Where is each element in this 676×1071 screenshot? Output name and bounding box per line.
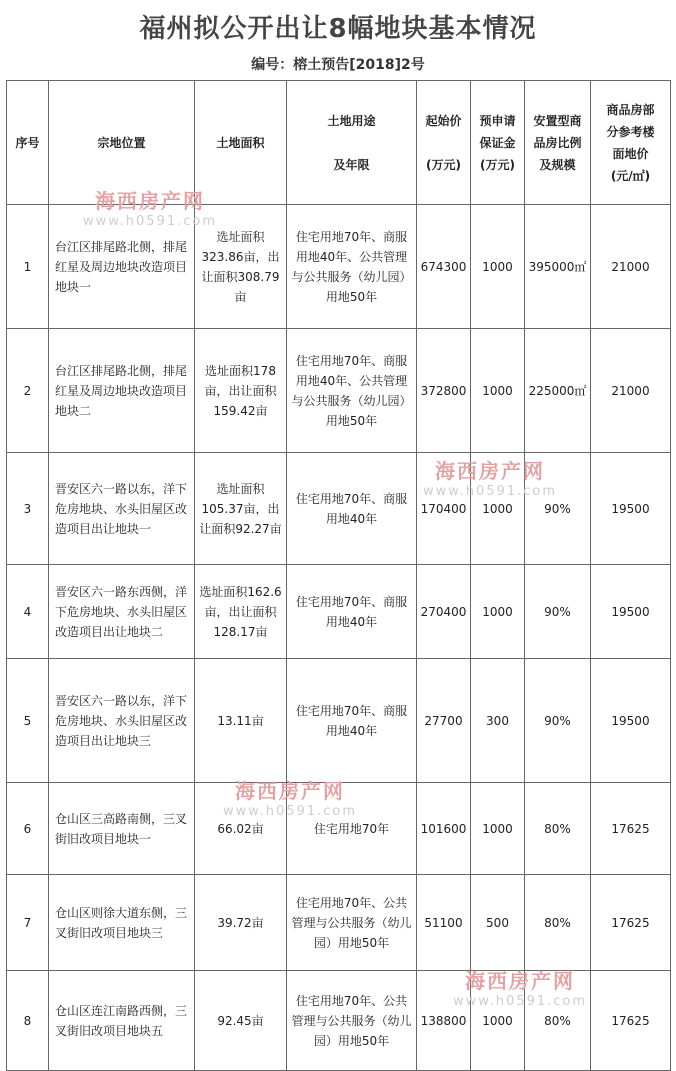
header-location: 宗地位置 [49, 81, 195, 205]
cell-location: 晋安区六一路东西侧，洋下危房地块、水头旧屋区改造项目出让地块二 [49, 565, 195, 659]
cell-usage: 住宅用地70年、商服用地40年、公共管理与公共服务（幼儿园）用地50年 [287, 205, 417, 329]
cell-ref-price: 17625 [591, 875, 671, 971]
cell-location: 晋安区六一路以东，洋下危房地块、水头旧屋区改造项目出让地块三 [49, 659, 195, 783]
watermark-brand: 海西房产网 [465, 969, 575, 993]
table-row [7, 453, 671, 565]
cell-ref-price: 17625 [591, 971, 671, 1071]
header-area: 土地面积 [195, 81, 287, 205]
cell-seq: 8 [7, 971, 49, 1071]
cell-housing-ratio: 225000㎡ [525, 329, 591, 453]
cell-seq: 2 [7, 329, 49, 453]
table-row [7, 565, 671, 659]
cell-deposit: 1000 [471, 565, 525, 659]
cell-location: 仓山区连江南路西侧，三叉街旧改项目地块五 [49, 971, 195, 1071]
document-number: 编号：榕土预告[2018]2号 [251, 57, 425, 73]
watermark-url: www.h0591.com [82, 214, 218, 229]
header-price: 起始价 (万元) [417, 81, 471, 205]
cell-location: 仓山区则徐大道东侧，三叉街旧改项目地块三 [49, 875, 195, 971]
cell-price: 51100 [417, 875, 471, 971]
cell-usage: 住宅用地70年、商服用地40年 [287, 565, 417, 659]
cell-housing-ratio: 80% [525, 971, 591, 1071]
cell-usage: 住宅用地70年、公共管理与公共服务（幼儿园）用地50年 [287, 875, 417, 971]
cell-seq: 1 [7, 205, 49, 329]
header-seq: 序号 [7, 81, 49, 205]
watermark-brand: 海西房产网 [235, 779, 345, 803]
cell-ref-price: 19500 [591, 453, 671, 565]
watermark-url: www.h0591.com [422, 484, 558, 499]
cell-housing-ratio: 90% [525, 565, 591, 659]
cell-housing-ratio: 395000㎡ [525, 205, 591, 329]
cell-area: 39.72亩 [195, 875, 287, 971]
table-row [7, 659, 671, 783]
cell-ref-price: 19500 [591, 659, 671, 783]
watermark-brand: 海西房产网 [95, 189, 205, 213]
cell-price: 170400 [417, 453, 471, 565]
table-row [7, 875, 671, 971]
header-deposit: 预申请 保证金 (万元) [471, 81, 525, 205]
cell-deposit: 1000 [471, 205, 525, 329]
cell-seq: 7 [7, 875, 49, 971]
cell-seq: 5 [7, 659, 49, 783]
cell-price: 101600 [417, 783, 471, 875]
cell-ref-price: 21000 [591, 205, 671, 329]
cell-price: 674300 [417, 205, 471, 329]
header-usage: 土地用途 及年限 [287, 81, 417, 205]
cell-area: 66.02亩 [195, 783, 287, 875]
cell-deposit: 1000 [471, 329, 525, 453]
watermark-url: www.h0591.com [452, 994, 588, 1009]
cell-deposit: 1000 [471, 783, 525, 875]
cell-housing-ratio: 90% [525, 659, 591, 783]
page-title: 福州拟公开出让8幅地块基本情况 [139, 14, 537, 44]
cell-usage: 住宅用地70年 [287, 783, 417, 875]
cell-deposit: 1000 [471, 971, 525, 1071]
cell-area: 选址面积323.86亩，出让面积308.79亩 [195, 205, 287, 329]
cell-housing-ratio: 80% [525, 875, 591, 971]
cell-deposit: 300 [471, 659, 525, 783]
land-table [6, 80, 671, 1071]
cell-location: 台江区排尾路北侧，排尾红星及周边地块改造项目地块一 [49, 205, 195, 329]
header-ref-price: 商品房部 分参考楼 面地价 (元/㎡) [591, 81, 671, 205]
cell-seq: 6 [7, 783, 49, 875]
cell-usage: 住宅用地70年、商服用地40年 [287, 453, 417, 565]
cell-price: 138800 [417, 971, 471, 1071]
cell-housing-ratio: 90% [525, 453, 591, 565]
cell-seq: 4 [7, 565, 49, 659]
cell-housing-ratio: 80% [525, 783, 591, 875]
table-row [7, 783, 671, 875]
cell-area: 13.11亩 [195, 659, 287, 783]
cell-area: 92.45亩 [195, 971, 287, 1071]
cell-area: 选址面积105.37亩，出让面积92.27亩 [195, 453, 287, 565]
header-row [7, 81, 671, 205]
table-row [7, 971, 671, 1071]
cell-area: 选址面积178亩，出让面积159.42亩 [195, 329, 287, 453]
cell-price: 270400 [417, 565, 471, 659]
cell-deposit: 1000 [471, 453, 525, 565]
cell-area: 选址面积162.6亩，出让面积128.17亩 [195, 565, 287, 659]
cell-ref-price: 21000 [591, 329, 671, 453]
cell-price: 27700 [417, 659, 471, 783]
cell-location: 台江区排尾路北侧，排尾红星及周边地块改造项目地块二 [49, 329, 195, 453]
header-housing-ratio: 安置型商 品房比例 及规模 [525, 81, 591, 205]
table-row [7, 205, 671, 329]
cell-usage: 住宅用地70年、商服用地40年、公共管理与公共服务（幼儿园）用地50年 [287, 329, 417, 453]
watermark-url: www.h0591.com [222, 804, 358, 819]
cell-location: 仓山区三高路南侧，三叉街旧改项目地块一 [49, 783, 195, 875]
watermark-brand: 海西房产网 [435, 459, 545, 483]
cell-usage: 住宅用地70年、商服用地40年 [287, 659, 417, 783]
cell-ref-price: 19500 [591, 565, 671, 659]
cell-seq: 3 [7, 453, 49, 565]
cell-ref-price: 17625 [591, 783, 671, 875]
cell-price: 372800 [417, 329, 471, 453]
table-row [7, 329, 671, 453]
cell-location: 晋安区六一路以东，洋下危房地块、水头旧屋区改造项目出让地块一 [49, 453, 195, 565]
cell-usage: 住宅用地70年、公共管理与公共服务（幼儿园）用地50年 [287, 971, 417, 1071]
cell-deposit: 500 [471, 875, 525, 971]
